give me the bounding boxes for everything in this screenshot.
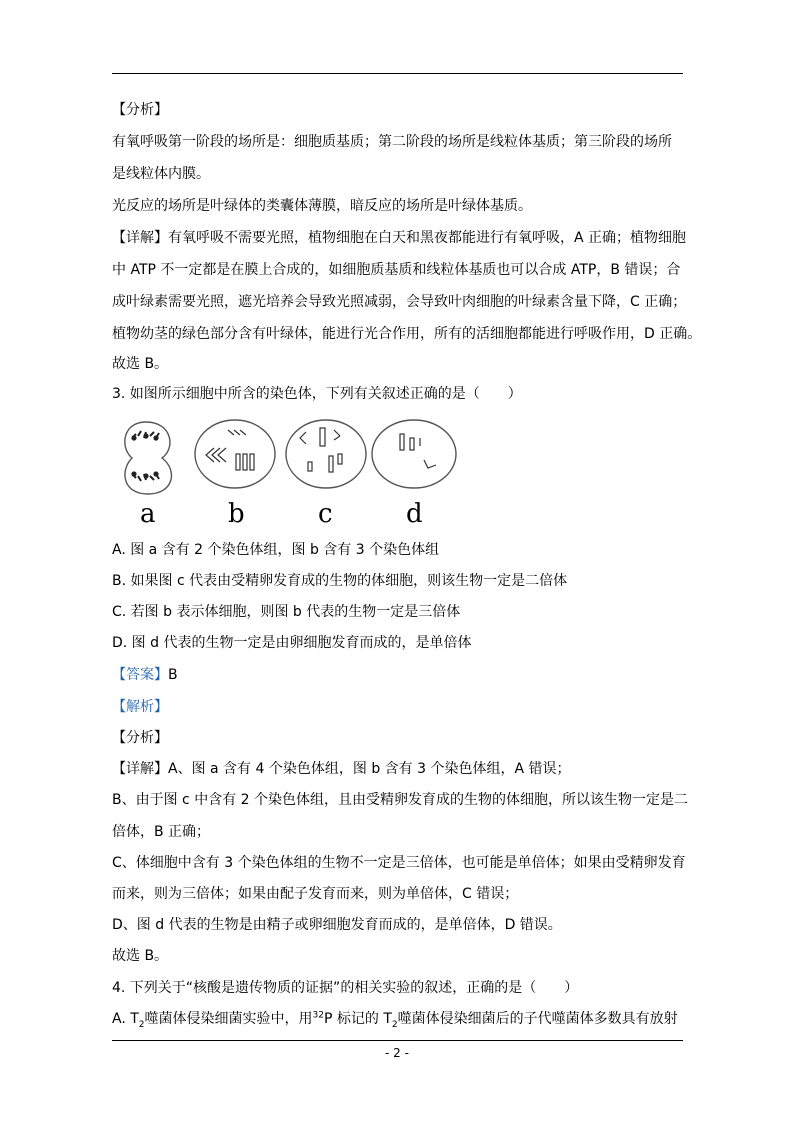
analysis-label: 【解析】: [112, 699, 168, 715]
page-number: - 2 -: [385, 1046, 409, 1060]
line-8: 植物幼茎的绿色部分含有叶绿体，能进行光合作用，所有的活细胞都能进行呼吸作用，D 正确。: [112, 326, 702, 342]
answer-line: [112, 665, 687, 685]
option-b: B. 如果图 c 代表由受精卵发育成的生物的体细胞，则该生物一定是二倍体: [112, 573, 568, 589]
line-4: 光反应的场所是叶绿体的类囊体薄膜，暗反应的场所是叶绿体基质。: [112, 198, 532, 214]
figure-label-c: c: [318, 499, 333, 528]
line-24: 故选 B。: [112, 948, 169, 964]
line-3: 是线粒体内膜。: [112, 166, 210, 182]
question-4: 4. 下列关于“核酸是遗传物质的证据”的相关实验的叙述，正确的是（ ）: [112, 980, 579, 996]
line-18: 【详解】A、图 a 含有 4 个染色体组，图 b 含有 3 个染色体组，A 错误；: [112, 761, 571, 777]
cell-d-chromosomes: [400, 434, 436, 468]
cell-c-chromosomes: [300, 428, 342, 472]
answer-value: B: [168, 667, 178, 683]
line-2: 有氧呼吸第一阶段的场所是：细胞质基质；第二阶段的场所是线粒体基质；第三阶段的场所: [112, 134, 672, 150]
cell-d-outline: [372, 420, 456, 488]
line-17: 【分析】: [112, 730, 168, 746]
header-rule: [112, 73, 683, 74]
answer-label: 【答案】: [112, 667, 168, 683]
line-1: 【分析】: [112, 102, 168, 118]
cell-a-outline: [125, 422, 172, 494]
chromosome-figure: [118, 418, 463, 528]
question-4-option-a: A. $T_2$噬菌体侵染细菌实验中，用$^{32}$P 标记的 $T_2$噬菌体侵染细菌后的子代噬菌体多数具有放射: [112, 1010, 678, 1030]
line-6: 中 ATP 不一定都是在膜上合成的，如细胞质基质和线粒体基质也可以合成 ATP，B 错误；合: [112, 262, 681, 278]
figure-label-b: b: [228, 499, 245, 528]
question-3: 3. 如图所示细胞中所含的染色体，下列有关叙述正确的是（ ）: [112, 386, 522, 402]
line-19: B、由于图 c 中含有 2 个染色体组，且由受精卵发育成的生物的体细胞，所以该生物一定是二: [112, 792, 689, 808]
chromosome-figure-svg: [118, 418, 463, 528]
figure-label-d: d: [406, 499, 423, 528]
line-5: 【详解】有氧呼吸不需要光照，植物细胞在白天和黑夜都能进行有氧呼吸，A 正确；植物细胞: [112, 230, 687, 246]
cell-b-chromosomes: [206, 430, 254, 470]
line-22: 而来，则为三倍体；如果由配子发育而来，则为单倍体，C 错误；: [112, 886, 519, 902]
cell-c-outline: [286, 420, 366, 488]
option-d: D. 图 d 代表的生物一定是由卵细胞发育而成的，是单倍体: [112, 635, 472, 651]
line-21: C、体细胞中含有 3 个染色体组的生物不一定是三倍体，也可能是单倍体；如果由受精卵发育: [112, 855, 686, 871]
option-c: C. 若图 b 表示体细胞，则图 b 代表的生物一定是三倍体: [112, 604, 461, 620]
line-9: 故选 B。: [112, 356, 169, 372]
line-20: 倍体，B 正确；: [112, 824, 211, 840]
footer-rule: [112, 1040, 683, 1041]
figure-label-a: a: [140, 499, 156, 528]
option-a: A. 图 a 含有 2 个染色体组，图 b 含有 3 个染色体组: [112, 542, 440, 558]
line-23: D、图 d 代表的生物是由精子或卵细胞发育而成的，是单倍体，D 错误。: [112, 917, 562, 933]
line-7: 成叶绿素需要光照，遮光培养会导致光照减弱，会导致叶肉细胞的叶绿素含量下降，C 正确；: [112, 294, 687, 310]
